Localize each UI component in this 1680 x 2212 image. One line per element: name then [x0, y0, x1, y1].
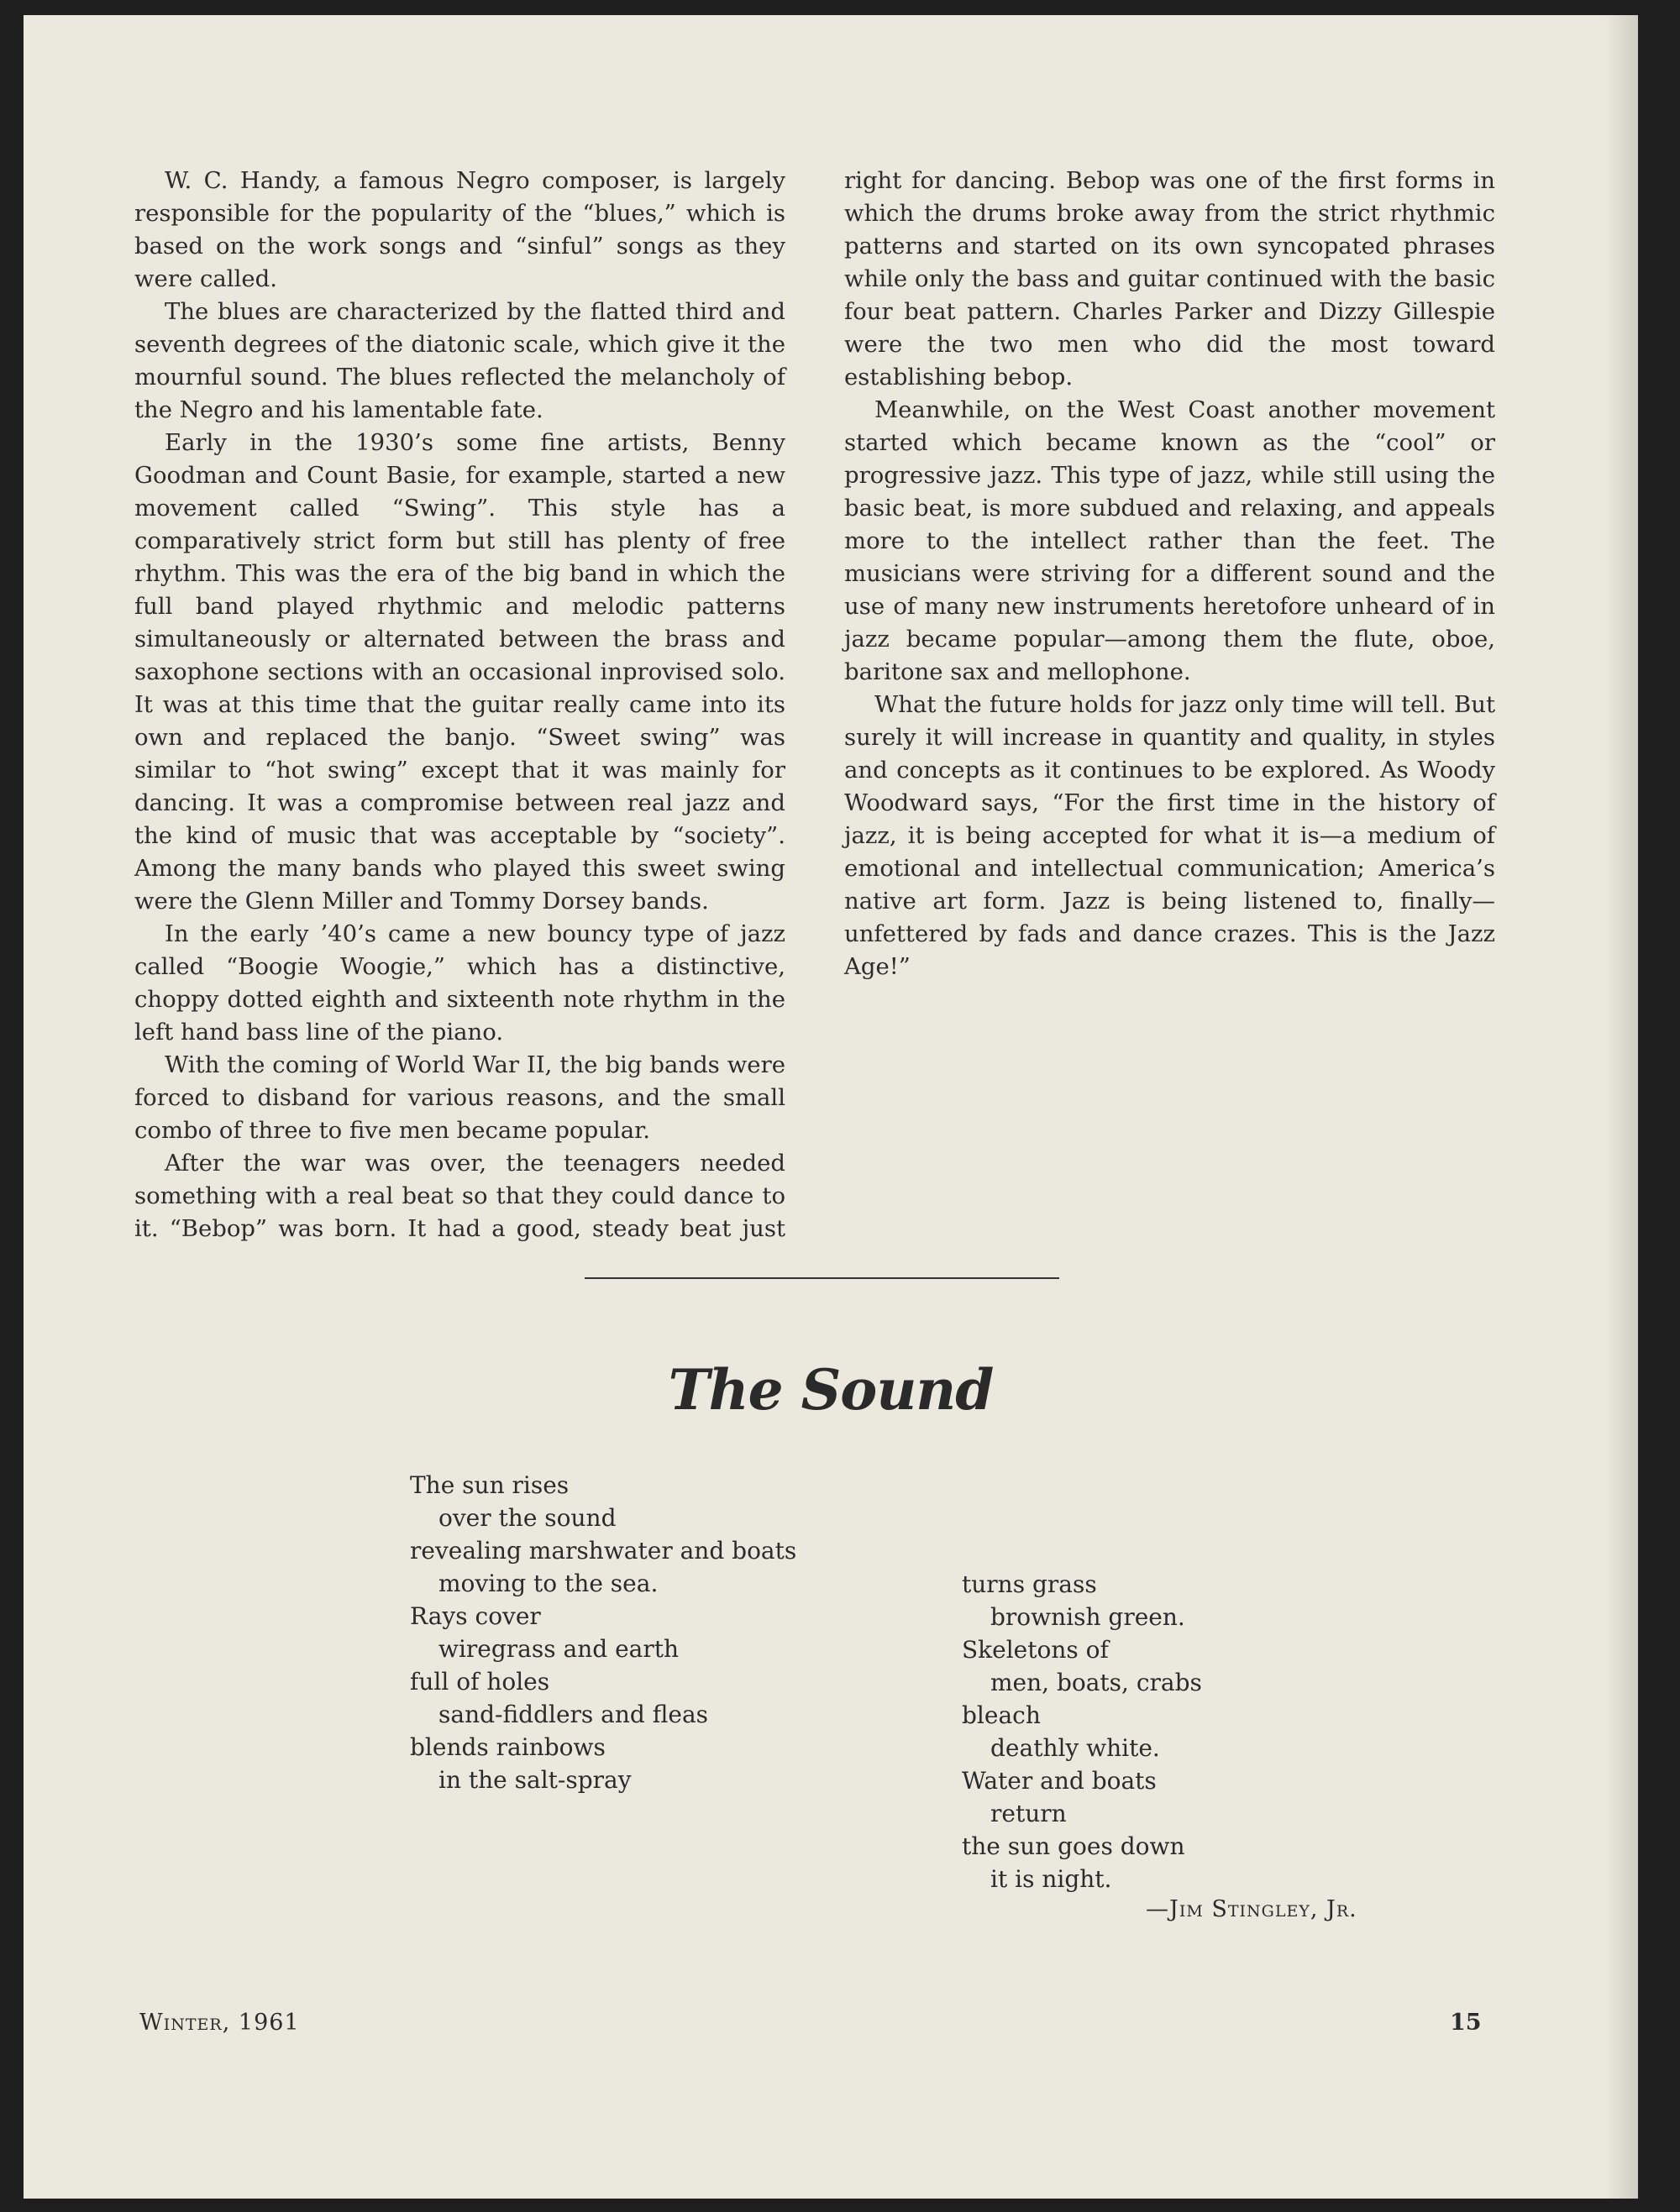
poem-line: Water and boats — [962, 1767, 1157, 1795]
article-paragraph: W. C. Handy, a famous Negro composer, is largely responsible for the popularity of the “blues,” which is based on the work songs and “sinful” songs as they were called. — [134, 167, 785, 292]
section-divider — [585, 1277, 1059, 1279]
poem-title: The Sound — [668, 1357, 994, 1423]
article-paragraph: With the coming of World War II, the big bands were forced to disband for various reasons, and the small combo of three to five men became popular. — [134, 1051, 785, 1144]
poem-line: The sun rises — [410, 1471, 570, 1499]
article-paragraph: In the early ’40’s came a new bouncy type of jazz called “Boogie Woogie,” which has a distinctive, choppy dotted eighth and sixteenth note rhythm in the left hand bass line of the piano. — [134, 920, 785, 1046]
poem-line: men, boats, crabs — [990, 1669, 1202, 1696]
poem-line: the sun goes down — [962, 1832, 1185, 1860]
poem-line: brownish green. — [990, 1603, 1185, 1631]
poem-line: over the sound — [438, 1504, 617, 1532]
poem-line: in the salt-spray — [438, 1766, 632, 1794]
poem-line: Rays cover — [410, 1602, 541, 1630]
poem-line: it is night. — [990, 1865, 1112, 1893]
article-paragraph: Early in the 1930’s some fine artists, Benny Goodman and Count Basie, for example, started a new movement called “Swing”. This style has a comparatively strict form but still has plenty of free rhythm. This was the era of the big band in which the full band played rhythmic and melodic patterns simultaneously or alternated between the brass and saxophone sections with an occasional inprovised solo. It was at this time that the guitar really came into its own and replaced the banjo. “Sweet swing” was similar to “hot swing” except that it was mainly for dancing. It was a compromise between real jazz and the kind of music that was acceptable by “society”. Among the many bands who played this sweet swing were the Glenn Miller and Tommy Dorsey bands. — [134, 429, 785, 915]
poem-line: turns grass — [962, 1570, 1097, 1598]
article-paragraph: The blues are characterized by the flatted third and seventh degrees of the diatonic scale, which give it the mournful sound. The blues reflected the melancholy of the Negro and his lamentable fate. — [134, 298, 785, 423]
poem-line: moving to the sea. — [438, 1570, 659, 1597]
page-number: 15 — [1450, 2010, 1482, 2036]
article-paragraph: What the future holds for jazz only time will tell. But surely it will increase in quantity and quality, in styles and concepts as it continues to be explored. As Woody Woodward says, “For the first time in the history of jazz, it is being accepted for what it is—a medium of emotional and intellectual communication; America’s native art form. Jazz is being listened to, finally—unfettered by fads and dance crazes. This is the Jazz Age!” — [844, 691, 1495, 980]
jazz-article — [134, 165, 1495, 1248]
poem-line: return — [990, 1800, 1067, 1827]
poem-line: bleach — [962, 1701, 1041, 1729]
poem-line: revealing marshwater and boats — [410, 1537, 797, 1565]
issue-date: Winter, 1961 — [139, 2010, 300, 2036]
poem-line: blends rainbows — [410, 1733, 606, 1761]
article-paragraph: Meanwhile, on the West Coast another movement started which became known as the “cool” or progressive jazz. This type of jazz, while still using the basic beat, is more subdued and relaxing, and appeals more to the intellect rather than the feet. The musicians were striving for a different sound and the use of many new instruments heretofore unheard of in jazz became popular—among them the flute, oboe, baritone sax and mellophone. — [844, 396, 1495, 685]
poem-line: sand-fiddlers and fleas — [438, 1701, 709, 1728]
poem-line: full of holes — [410, 1668, 550, 1696]
poem-line: wiregrass and earth — [438, 1635, 680, 1663]
poem-stanza-right — [962, 1568, 1202, 1895]
magazine-page — [24, 15, 1638, 2199]
poem-author: —Jim Stingley, Jr. — [1146, 1896, 1357, 1922]
poem-line: Skeletons of — [962, 1636, 1109, 1664]
poem-stanza-left — [410, 1469, 796, 1796]
article-paragraph: After the war was over, the teenagers needed something with a real beat so that they could dance to it. “Bebop” was born. It had a good, steady beat just right for dancing. Bebop was one of the first forms in which the drums broke away from the strict rhythmic patterns and started on its own syncopated phrases while only the bass and guitar continued with the basic four beat pattern. Charles Parker and Dizzy Gillespie were the two men who did the most toward establishing bebop. — [134, 167, 1495, 1242]
poem-line: deathly white. — [990, 1734, 1160, 1762]
page-edge-shadow — [1604, 15, 1638, 2199]
